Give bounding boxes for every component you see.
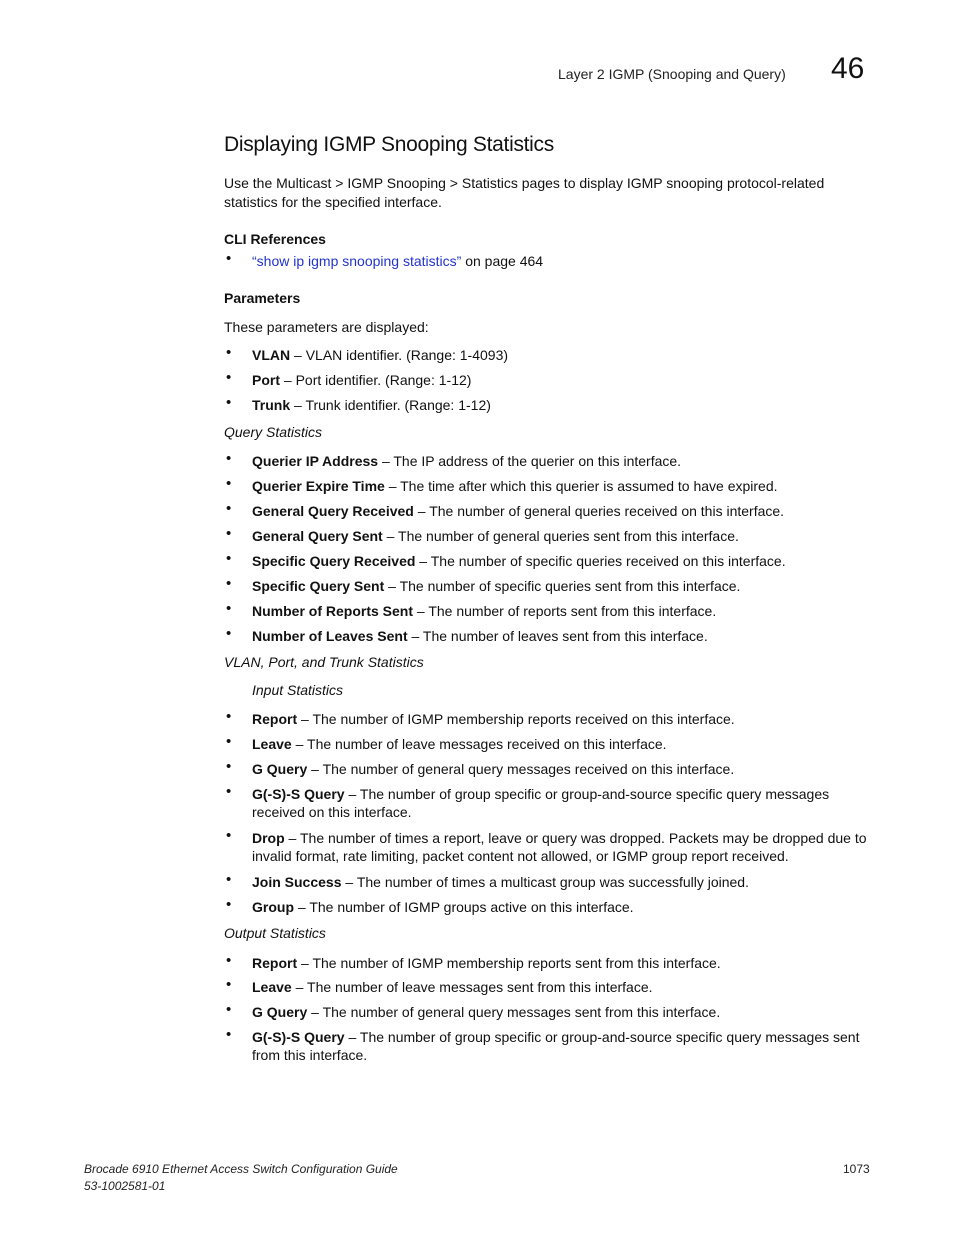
list-item — [226, 708, 874, 728]
item-term: General Query Received — [252, 503, 414, 519]
item-desc: – The number of IGMP groups active on this interface. — [294, 899, 634, 915]
bullet-icon: • — [226, 525, 232, 542]
list-item — [226, 733, 874, 753]
section-title: Displaying IGMP Snooping Statistics — [224, 133, 554, 156]
list-item — [226, 1001, 874, 1021]
footer-guide-title: Brocade 6910 Ethernet Access Switch Configuration Guide — [84, 1162, 398, 1176]
bullet-icon: • — [226, 1001, 232, 1018]
bullet-icon: • — [226, 500, 232, 517]
item-term: Leave — [252, 979, 292, 995]
list-item — [226, 625, 874, 645]
parameters-intro: These parameters are displayed: — [224, 319, 429, 335]
list-item — [226, 952, 874, 972]
item-term: Number of Reports Sent — [252, 603, 414, 619]
item-term: G(-S)-S Query — [252, 786, 345, 802]
item-term: Group — [252, 899, 294, 915]
bullet-icon: • — [226, 625, 232, 642]
item-desc: – The number of leave messages sent from this interface. — [291, 979, 653, 995]
item-desc: – Trunk identifier. (Range: 1-12) — [290, 397, 491, 413]
item-desc: – The time after which this querier is assumed to have expired. — [384, 478, 778, 494]
list-item — [226, 600, 874, 620]
item-desc: – The number of leaves sent from this interface. — [407, 628, 708, 644]
cli-reference-link[interactable]: “show ip igmp snooping statistics” — [252, 253, 462, 269]
item-desc: – The number of general queries received on this interface. — [413, 503, 785, 519]
section-intro: Use the Multicast > IGMP Snooping > Statistics pages to display IGMP snooping protocol-related statistics for the specified interface. — [224, 175, 825, 210]
item-term: General Query Sent — [252, 528, 383, 544]
bullet-icon: • — [226, 250, 232, 267]
item-desc: – VLAN identifier. (Range: 1-4093) — [290, 347, 509, 363]
item-term: Querier IP Address — [252, 453, 379, 469]
footer-doc-number: 53-1002581-01 — [84, 1179, 166, 1193]
item-desc: – The number of times a multicast group was successfully joined. — [341, 874, 749, 890]
list-item — [226, 500, 874, 520]
item-term: Trunk — [252, 397, 291, 413]
item-desc: – The number of leave messages received on this interface. — [291, 736, 667, 752]
bullet-icon: • — [226, 550, 232, 567]
list-item — [226, 896, 874, 916]
item-term: G(-S)-S Query — [252, 1029, 345, 1045]
item-desc: – Port identifier. (Range: 1-12) — [280, 372, 472, 388]
item-term: G Query — [252, 761, 308, 777]
bullet-icon: • — [226, 708, 232, 725]
bullet-icon: • — [226, 575, 232, 592]
cli-reference-suffix: on page 464 — [461, 253, 544, 269]
item-term: Leave — [252, 736, 292, 752]
item-term: Report — [252, 711, 298, 727]
list-item — [226, 976, 874, 996]
list-item — [226, 525, 874, 545]
bullet-icon: • — [226, 369, 232, 386]
list-item — [226, 1026, 874, 1064]
cli-reference-item — [226, 250, 874, 270]
bullet-icon: • — [226, 827, 232, 844]
cli-references-heading: CLI References — [224, 231, 326, 247]
item-desc: – The number of general query messages received on this interface. — [307, 761, 735, 777]
item-term: VLAN — [252, 347, 291, 363]
chapter-title: Layer 2 IGMP (Snooping and Query) — [558, 66, 786, 82]
vpt-statistics-heading: VLAN, Port, and Trunk Statistics — [224, 654, 424, 670]
query-statistics-heading: Query Statistics — [224, 424, 323, 440]
list-item — [226, 369, 874, 389]
list-item — [226, 575, 874, 595]
item-term: Specific Query Received — [252, 553, 416, 569]
bullet-icon: • — [226, 952, 232, 969]
bullet-icon: • — [226, 871, 232, 888]
bullet-icon: • — [226, 394, 232, 411]
bullet-icon: • — [226, 475, 232, 492]
item-desc: – The number of general queries sent from this interface. — [382, 528, 739, 544]
bullet-icon: • — [226, 1026, 232, 1043]
bullet-icon: • — [226, 783, 232, 800]
item-desc: – The number of reports sent from this interface. — [413, 603, 717, 619]
bullet-icon: • — [226, 976, 232, 993]
list-item — [226, 450, 874, 470]
bullet-icon: • — [226, 600, 232, 617]
item-term: Join Success — [252, 874, 342, 890]
item-desc: – The number of IGMP membership reports sent from this interface. — [297, 955, 721, 971]
item-term: Report — [252, 955, 298, 971]
item-term: Querier Expire Time — [252, 478, 385, 494]
list-item — [226, 394, 874, 414]
bullet-icon: • — [226, 450, 232, 467]
item-desc: – The number of group specific or group-and-source specific query messages received on this interface. — [252, 786, 830, 820]
input-statistics-heading: Input Statistics — [252, 682, 344, 698]
list-item — [226, 827, 874, 865]
item-desc: – The number of specific queries sent from this interface. — [384, 578, 741, 594]
bullet-icon: • — [226, 896, 232, 913]
item-desc: – The number of IGMP membership reports received on this interface. — [297, 711, 735, 727]
item-term: Number of Leaves Sent — [252, 628, 408, 644]
bullet-icon: • — [226, 344, 232, 361]
item-desc: – The number of general query messages sent from this interface. — [307, 1004, 721, 1020]
item-term: Drop — [252, 830, 285, 846]
item-desc: – The number of group specific or group-and-source specific query messages sent from this interface. — [252, 1029, 860, 1063]
parameters-heading: Parameters — [224, 290, 301, 306]
chapter-number: 46 — [831, 52, 865, 85]
list-item — [226, 550, 874, 570]
bullet-icon: • — [226, 758, 232, 775]
output-statistics-heading: Output Statistics — [224, 925, 326, 941]
list-item — [226, 344, 874, 364]
item-term: Port — [252, 372, 280, 388]
item-desc: – The IP address of the querier on this interface. — [378, 453, 682, 469]
item-desc: – The number of specific queries received on this interface. — [415, 553, 786, 569]
list-item — [226, 475, 874, 495]
footer-page-number: 1073 — [843, 1162, 870, 1176]
list-item — [226, 871, 874, 891]
list-item — [226, 758, 874, 778]
list-item — [226, 783, 874, 821]
item-term: G Query — [252, 1004, 308, 1020]
item-term: Specific Query Sent — [252, 578, 385, 594]
bullet-icon: • — [226, 733, 232, 750]
item-desc: – The number of times a report, leave or query was dropped. Packets may be dropped due to invalid format, rate limiting, packet content not allowed, or IGMP group report received. — [252, 830, 867, 864]
